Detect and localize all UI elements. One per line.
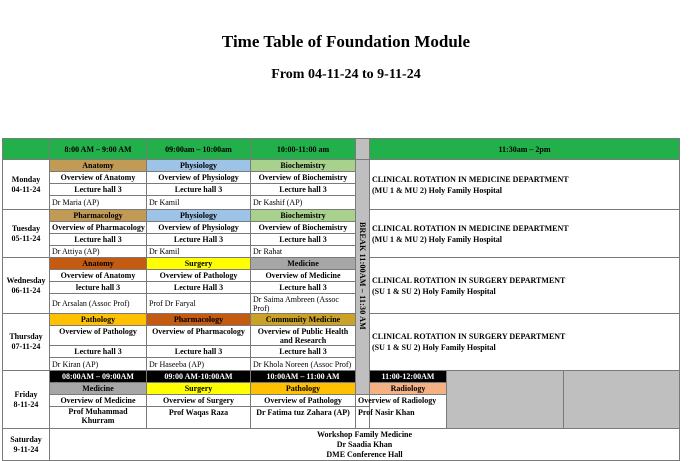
page-title: Time Table of Foundation Module (221, 32, 471, 51)
clinical-line1: CLINICAL ROTATION IN SURGERY DEPARTMENT (372, 275, 566, 285)
tuesday-s2-subject: Physiology (147, 210, 251, 222)
monday-subject-row (3, 160, 680, 172)
header-slot2: 09:00am – 10:00am (147, 139, 251, 160)
clinical-line2: (MU 1 & MU 2) Holy Family Hospital (372, 185, 502, 195)
monday-s3-subject: Biochemistry (251, 160, 356, 172)
monday-clinical (370, 160, 680, 210)
friday-s1-subject: Medicine (50, 383, 147, 395)
tuesday-s3-subject: Biochemistry (251, 210, 356, 222)
page-subtitle: From 04-11-24 to 9-11-24 (271, 67, 421, 82)
tuesday-s1-venue: Lecture hall 3 (50, 234, 147, 246)
day-name: Wednesday (6, 275, 46, 285)
friday-s4-topic: Overview of Radiology (356, 395, 370, 407)
day-cell-tuesday (3, 210, 50, 258)
monday-s2-subject: Physiology (147, 160, 251, 172)
monday-s1-teacher: Dr Maria (AP) (50, 196, 147, 210)
wednesday-s3-teacher: Dr Saima Ambreen (Assoc Prof) (251, 294, 356, 314)
monday-s3-topic: Overview of Biochemistry (251, 172, 356, 184)
friday-s2-subject: Surgery (147, 383, 251, 395)
day-date: 8-11-24 (13, 399, 39, 409)
workshop-title: Workshop Family Medicine (316, 429, 413, 439)
thursday-s1-teacher: Dr Kiran (AP) (50, 358, 147, 371)
thursday-subject-row (3, 314, 680, 326)
thursday-s2-teacher: Dr Haseeba (AP) (147, 358, 251, 371)
wednesday-s1-venue: lecture hall 3 (50, 282, 147, 294)
monday-s1-subject: Anatomy (50, 160, 147, 172)
thursday-s2-subject: Pharmacology (147, 314, 251, 326)
tuesday-s1-teacher: Dr Attiya (AP) (50, 246, 147, 258)
friday-s2-teacher: Prof Waqas Raza (147, 407, 251, 429)
saturday-row (3, 429, 680, 461)
tuesday-s2-topic: Overview of Physiology (147, 222, 251, 234)
tuesday-s1-subject: Pharmacology (50, 210, 147, 222)
day-date: 04-11-24 (11, 184, 41, 194)
header-slot1: 8:00 AM – 9:00 AM (50, 139, 147, 160)
wednesday-s2-topic: Overview of Pathology (147, 270, 251, 282)
thursday-s1-topic: Overview of Pathology (50, 326, 147, 346)
tuesday-s1-topic: Overview of Pharmacology (50, 222, 147, 234)
thursday-s2-venue: Lecture hall 3 (147, 346, 251, 358)
tuesday-s3-venue: Lecture hall 3 (251, 234, 356, 246)
wednesday-s3-topic: Overview of Medicine (251, 270, 356, 282)
friday-s3-teacher: Dr Fatima tuz Zahara (AP) (251, 407, 356, 429)
friday-s4-subject: Radiology (370, 383, 447, 395)
day-date: 05-11-24 (11, 233, 41, 243)
day-name: Friday (14, 389, 38, 399)
day-date: 06-11-24 (11, 285, 41, 295)
header-slot4: 11:30am – 2pm (370, 139, 680, 160)
header-corner (3, 139, 50, 160)
day-name: Thursday (9, 332, 43, 341)
thursday-s3-topic: Overview of Public Health and Research (251, 326, 356, 346)
workshop-facilitator: Dr Saadia Khan (336, 439, 393, 449)
day-cell-wednesday (3, 258, 50, 314)
header-row (3, 139, 680, 160)
wednesday-s1-topic: Overview of Anatomy (50, 270, 147, 282)
monday-s2-teacher: Dr Kamil (147, 196, 251, 210)
friday-s1-teacher: Prof Muhammad Khurram (50, 407, 147, 429)
wednesday-s1-teacher: Dr Arsalan (Assoc Prof) (50, 294, 147, 314)
thursday-s3-teacher: Dr Khola Noreen (Assoc Prof) (251, 358, 356, 371)
break-label: BREAK 11:00AM – 11:30 AM (358, 221, 367, 330)
friday-empty-1 (447, 371, 564, 429)
timetable (2, 138, 680, 461)
header-break-cell (356, 139, 370, 160)
monday-s1-venue: Lecture hall 3 (50, 184, 147, 196)
friday-empty-2 (564, 371, 680, 429)
break-column (356, 160, 370, 395)
day-name: Monday (11, 174, 41, 184)
thursday-s1-venue: Lecture hall 3 (50, 346, 147, 358)
friday-s3-topic: Overview of Pathology (251, 395, 356, 407)
day-name: Saturday (10, 434, 42, 444)
monday-s2-venue: Lecture hall 3 (147, 184, 251, 196)
clinical-line1: CLINICAL ROTATION IN SURGERY DEPARTMENT (372, 332, 566, 341)
tuesday-s3-topic: Overview of Biochemistry (251, 222, 356, 234)
friday-s2-topic: Overview of Surgery (147, 395, 251, 407)
day-cell-saturday (3, 429, 50, 461)
friday-time2: 09:00 AM-10:00AM (147, 371, 251, 383)
clinical-line1: CLINICAL ROTATION IN MEDICINE DEPARTMENT (372, 174, 569, 184)
monday-s3-teacher: Dr Kashif (AP) (251, 196, 356, 210)
workshop-venue: DME Conference Hall (326, 449, 403, 459)
wednesday-s3-subject: Medicine (251, 258, 356, 270)
wednesday-s2-subject: Surgery (147, 258, 251, 270)
friday-time-row (3, 371, 680, 383)
tuesday-clinical (370, 210, 680, 258)
day-cell-monday (3, 160, 50, 210)
friday-s4-teacher: Prof Nasir Khan (356, 407, 370, 429)
friday-time4: 11:00-12:00AM (370, 371, 447, 383)
day-cell-thursday (3, 314, 50, 371)
header-slot3: 10:00-11:00 am (251, 139, 356, 160)
day-date: 9-11-24 (13, 444, 39, 454)
thursday-s2-topic: Overview of Pharmacology (147, 326, 251, 346)
thursday-s1-subject: Pathology (50, 314, 147, 326)
monday-s2-topic: Overview of Physiology (147, 172, 251, 184)
thursday-s3-venue: Lecture hall 3 (251, 346, 356, 358)
wednesday-clinical (370, 258, 680, 314)
tuesday-s2-venue: Lecture Hall 3 (147, 234, 251, 246)
friday-time3: 10:00AM – 11:00 AM (251, 371, 356, 383)
wednesday-s2-venue: Lecture Hall 3 (147, 282, 251, 294)
tuesday-subject-row (3, 210, 680, 222)
day-cell-friday (3, 371, 50, 429)
tuesday-s3-teacher: Dr Rahat (251, 246, 356, 258)
wednesday-s3-venue: Lecture hall 3 (251, 282, 356, 294)
wednesday-s2-teacher: Prof Dr Faryal (147, 294, 251, 314)
clinical-line2: (SU 1 & SU 2) Holy Family Hospital (372, 343, 496, 352)
day-date: 07-11-24 (11, 342, 41, 351)
friday-time1: 08:00AM – 09:00AM (50, 371, 147, 383)
wednesday-subject-row (3, 258, 680, 270)
friday-s1-topic: Overview of Medicine (50, 395, 147, 407)
clinical-line2: (MU 1 & MU 2) Holy Family Hospital (372, 234, 502, 244)
tuesday-s2-teacher: Dr Kamil (147, 246, 251, 258)
wednesday-s1-subject: Anatomy (50, 258, 147, 270)
monday-s1-topic: Overview of Anatomy (50, 172, 147, 184)
saturday-workshop (50, 429, 680, 461)
thursday-s3-subject: Community Medicine (251, 314, 356, 326)
friday-s3-subject: Pathology (251, 383, 356, 395)
thursday-clinical (370, 314, 680, 371)
monday-s3-venue: Lecture hall 3 (251, 184, 356, 196)
day-name: Tuesday (11, 223, 41, 233)
clinical-line1: CLINICAL ROTATION IN MEDICINE DEPARTMENT (372, 223, 569, 233)
clinical-line2: (SU 1 & SU 2) Holy Family Hospital (372, 286, 496, 296)
